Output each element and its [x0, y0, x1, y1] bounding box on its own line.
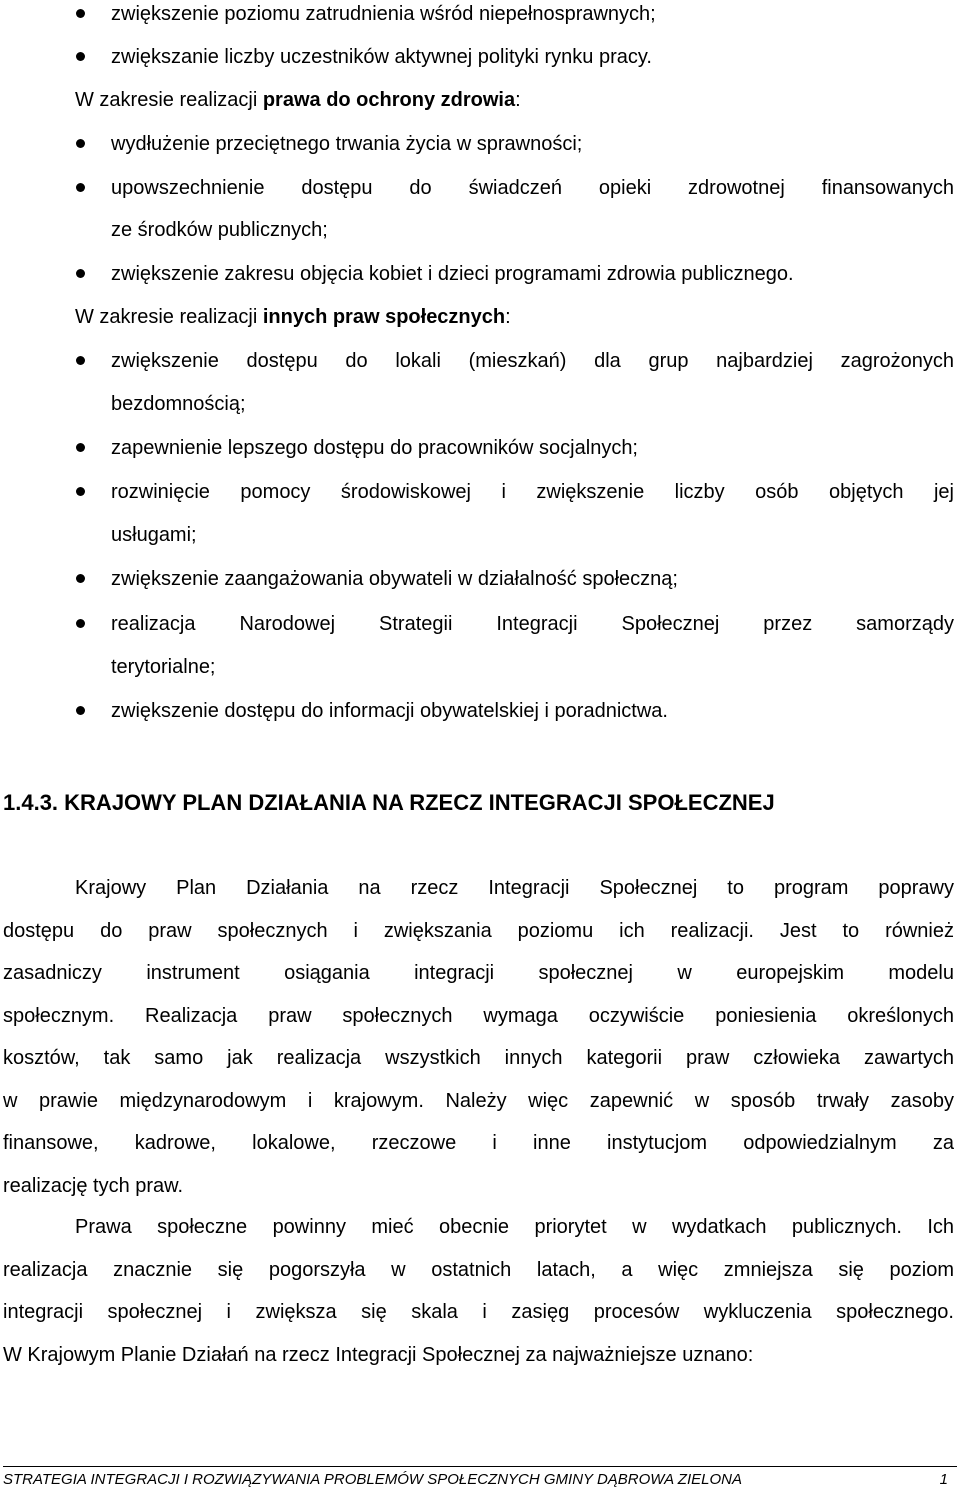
list-item-text: wydłużenie przeciętnego trwania życia w sprawności;	[111, 133, 583, 155]
list-item-text: zwiększanie liczby uczestników aktywnej polityki rynku pracy.	[111, 46, 652, 68]
list-item-text: usługami;	[111, 524, 197, 546]
list-item-text: ze środków publicznych;	[111, 219, 328, 241]
list-item	[0, 36, 960, 79]
bullet-icon	[76, 52, 85, 61]
bullet-icon	[76, 183, 85, 192]
paragraph-line: zasadniczy instrument osiągania integracji społecznej w europejskim modelu	[3, 962, 954, 984]
list-item	[0, 471, 960, 514]
list-item	[0, 427, 960, 470]
list-item-text: bezdomnością;	[111, 393, 246, 415]
list-item-text: rozwinięcie pomocy środowiskowej i zwiększenie liczby osób objętych jej	[111, 481, 954, 503]
paragraph-line: integracji społecznej i zwiększa się skala i zasięg procesów wykluczenia społecznego.	[3, 1301, 954, 1323]
footer-divider	[3, 1466, 957, 1467]
bullet-icon	[76, 356, 85, 365]
list-item	[0, 603, 960, 646]
paragraph-line: finansowe, kadrowe, lokalowe, rzeczowe i inne instytucjom odpowiedzialnym za	[3, 1132, 954, 1154]
paragraph-line: dostępu do praw społecznych i zwiększania poziomu ich realizacji. Jest to również	[3, 920, 954, 942]
bullet-icon	[76, 443, 85, 452]
paragraph-line: realizację tych praw.	[3, 1175, 184, 1197]
list-item	[0, 123, 960, 166]
page-number: 1	[939, 1471, 948, 1488]
section-heading: 1.4.3. KRAJOWY PLAN DZIAŁANIA NA RZECZ INTEGRACJI SPOŁECZNEJ	[3, 790, 775, 815]
paragraph-line: kosztów, tak samo jak realizacja wszystkich innych kategorii praw człowieka zawartych	[3, 1047, 954, 1069]
section-intro-social: W zakresie realizacji innych praw społecznych:	[75, 306, 511, 328]
bullet-icon	[76, 9, 85, 18]
list-item-text: realizacja Narodowej Strategii Integracji Społecznej przez samorządy	[111, 613, 954, 635]
list-item	[0, 340, 960, 383]
paragraph-line: Prawa społeczne powinny mieć obecnie priorytet w wydatkach publicznych. Ich	[75, 1216, 954, 1238]
bullet-icon	[76, 619, 85, 628]
list-item-text: zwiększenie poziomu zatrudnienia wśród niepełnosprawnych;	[111, 3, 656, 25]
list-item-continuation	[0, 646, 960, 689]
section-intro-health: W zakresie realizacji prawa do ochrony zdrowia:	[75, 89, 521, 111]
bullet-icon	[76, 574, 85, 583]
list-item	[0, 253, 960, 296]
list-item-continuation	[0, 514, 960, 557]
list-item-text: zwiększenie dostępu do informacji obywatelskiej i poradnictwa.	[111, 700, 668, 722]
paragraph-line: w prawie międzynarodowym i krajowym. Należy więc zapewnić w sposób trwały zasoby	[3, 1090, 954, 1112]
list-item	[0, 0, 960, 36]
paragraph-line: realizacja znacznie się pogorszyła w ostatnich latach, a więc zmniejsza się poziom	[3, 1259, 954, 1281]
list-item	[0, 690, 960, 733]
bullet-icon	[76, 487, 85, 496]
list-item	[0, 167, 960, 210]
list-item-text: upowszechnienie dostępu do świadczeń opieki zdrowotnej finansowanych	[111, 177, 954, 199]
list-item-text: zwiększenie zaangażowania obywateli w działalność społeczną;	[111, 568, 678, 590]
list-item-text: zapewnienie lepszego dostępu do pracowników socjalnych;	[111, 437, 638, 459]
paragraph-line: społecznym. Realizacja praw społecznych wymaga oczywiście poniesienia określonych	[3, 1005, 954, 1027]
list-item	[0, 558, 960, 601]
list-item-continuation	[0, 209, 960, 252]
bullet-icon	[76, 269, 85, 278]
bullet-icon	[76, 706, 85, 715]
bullet-icon	[76, 139, 85, 148]
paragraph-line: Krajowy Plan Działania na rzecz Integracji Społecznej to program poprawy	[75, 877, 954, 899]
list-item-text: zwiększenie zakresu objęcia kobiet i dzieci programami zdrowia publicznego.	[111, 263, 794, 285]
list-item-text: zwiększenie dostępu do lokali (mieszkań) dla grup najbardziej zagrożonych	[111, 350, 954, 372]
list-item-continuation	[0, 383, 960, 426]
list-item-text: terytorialne;	[111, 656, 216, 678]
footer-title: STRATEGIA INTEGRACJI I ROZWIĄZYWANIA PROBLEMÓW SPOŁECZNYCH GMINY DĄBROWA ZIELONA	[3, 1471, 742, 1488]
paragraph-line: W Krajowym Planie Działań na rzecz Integracji Społecznej za najważniejsze uznano:	[3, 1344, 754, 1366]
